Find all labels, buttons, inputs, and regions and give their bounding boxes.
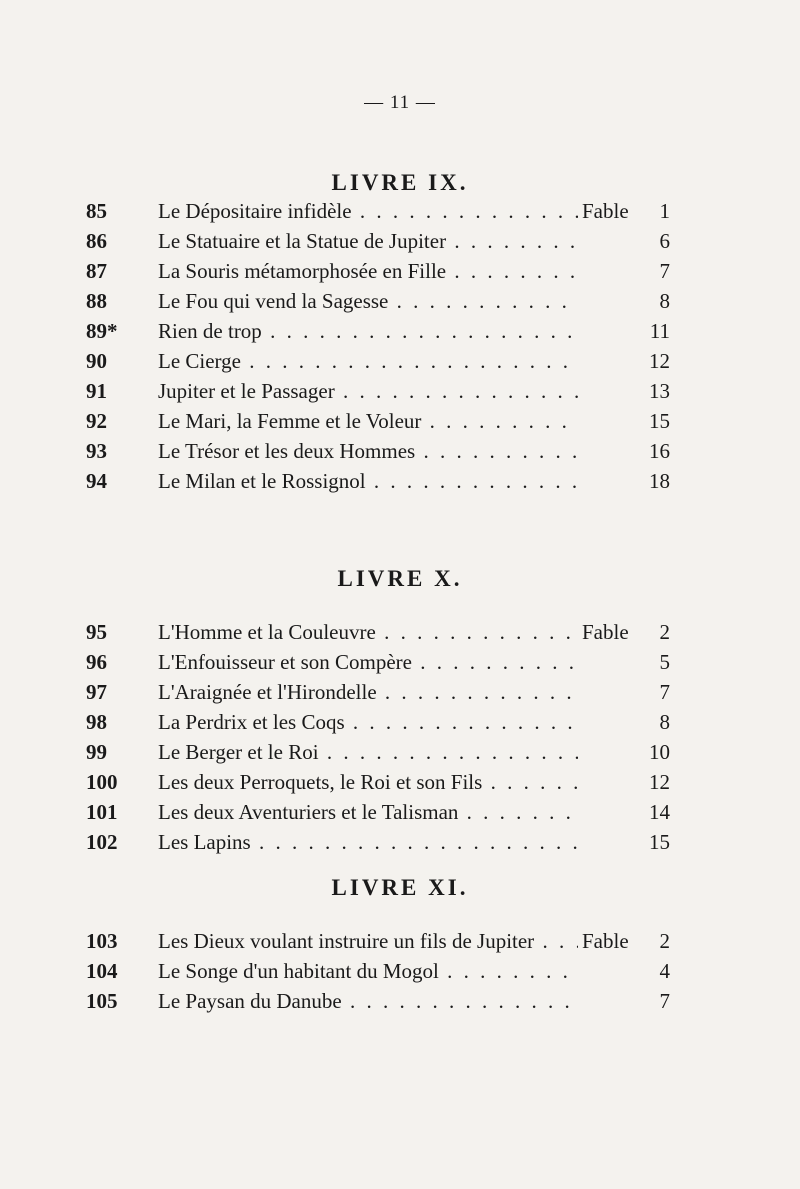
list-item — [0, 707, 800, 737]
fable-title: Jupiter et le Passager . . . — [158, 376, 578, 406]
fable-label: Fable — [582, 199, 629, 223]
fable-label: Fable — [582, 929, 629, 953]
list-item — [0, 376, 800, 406]
fable-title: La Souris métamorphosée en Fille . . . — [158, 256, 578, 286]
list-item — [0, 737, 800, 767]
list-item — [0, 827, 800, 857]
fable-title: Le Trésor et les deux Hommes . . . — [158, 436, 578, 466]
fable-number: 97 — [86, 680, 107, 704]
fable-title: Le Statuaire et la Statue de Jupiter . . . — [158, 226, 578, 256]
fable-number: 104 — [86, 959, 118, 983]
fable-number: 102 — [86, 830, 118, 854]
list-item — [0, 466, 800, 496]
fable-title: Les deux Perroquets, le Roi et son Fils . . . — [158, 767, 578, 797]
page-ref: 7 — [659, 680, 670, 704]
fable-title: Le Dépositaire infidèle . . . — [158, 196, 578, 226]
section-title: LIVRE XI. — [331, 875, 469, 900]
list-item — [0, 986, 800, 1016]
fable-title: L'Enfouisseur et son Compère . . . — [158, 647, 578, 677]
fable-title: Les Lapins . . . — [158, 827, 578, 857]
page-ref: 11 — [649, 319, 670, 343]
fable-number: 94 — [86, 469, 107, 493]
list-item — [0, 436, 800, 466]
fable-number: 87 — [86, 259, 107, 283]
fable-number: 85 — [86, 199, 107, 223]
page-ref: 13 — [649, 379, 670, 403]
page-ref: 12 — [649, 770, 670, 794]
list-item — [0, 617, 800, 647]
section-title: LIVRE IX. — [331, 170, 469, 195]
fable-number: 99 — [86, 740, 107, 764]
fable-title: La Perdrix et les Coqs . . . — [158, 707, 578, 737]
page-ref: 6 — [659, 229, 670, 253]
page-ref: 8 — [659, 710, 670, 734]
list-item — [0, 406, 800, 436]
page-ref: 15 — [649, 409, 670, 433]
list-item — [0, 647, 800, 677]
fable-title: Rien de trop . . . — [158, 316, 578, 346]
page-number: — 11 — — [364, 92, 436, 113]
fable-number: 98 — [86, 710, 107, 734]
list-item — [0, 926, 800, 956]
section-title: LIVRE X. — [337, 566, 463, 591]
list-item — [0, 256, 800, 286]
fable-number: 103 — [86, 929, 118, 953]
page-ref: 14 — [649, 800, 670, 824]
fable-number: 89* — [86, 319, 118, 343]
list-item — [0, 797, 800, 827]
fable-number: 90 — [86, 349, 107, 373]
list-item — [0, 316, 800, 346]
list-item — [0, 286, 800, 316]
fable-title: Le Songe d'un habitant du Mogol . . . — [158, 956, 578, 986]
fable-number: 93 — [86, 439, 107, 463]
fable-number: 95 — [86, 620, 107, 644]
page-ref: 7 — [659, 259, 670, 283]
list-item — [0, 677, 800, 707]
fable-number: 100 — [86, 770, 118, 794]
list-item — [0, 346, 800, 376]
fable-number: 101 — [86, 800, 118, 824]
fable-number: 88 — [86, 289, 107, 313]
fable-title: Le Cierge . . . — [158, 346, 578, 376]
fable-title: Les deux Aventuriers et le Talisman . . . — [158, 797, 578, 827]
page-ref: 18 — [649, 469, 670, 493]
page-ref: 15 — [649, 830, 670, 854]
fable-number: 91 — [86, 379, 107, 403]
page-ref: 7 — [659, 989, 670, 1013]
list-item — [0, 196, 800, 226]
fable-title: L'Homme et la Couleuvre . . . — [158, 617, 578, 647]
page-ref: 16 — [649, 439, 670, 463]
entry-list — [0, 617, 800, 857]
page-ref: 2 — [659, 620, 670, 644]
fable-number: 86 — [86, 229, 107, 253]
list-item — [0, 226, 800, 256]
page-ref: 2 — [659, 929, 670, 953]
list-item — [0, 767, 800, 797]
fable-number: 96 — [86, 650, 107, 674]
fable-title: Le Mari, la Femme et le Voleur . . . — [158, 406, 578, 436]
page-ref: 1 — [659, 199, 670, 223]
fable-title: Le Fou qui vend la Sagesse . . . — [158, 286, 578, 316]
entry-list — [0, 196, 800, 496]
fable-number: 105 — [86, 989, 118, 1013]
page-ref: 8 — [659, 289, 670, 313]
page-ref: 5 — [659, 650, 670, 674]
fable-title: Le Paysan du Danube . . . — [158, 986, 578, 1016]
fable-title: Le Berger et le Roi . . . — [158, 737, 578, 767]
page-ref: 4 — [659, 959, 670, 983]
fable-label: Fable — [582, 620, 629, 644]
entry-list — [0, 926, 800, 1016]
fable-title: Les Dieux voulant instruire un fils de Jupiter . . . — [158, 926, 578, 956]
page-ref: 10 — [649, 740, 670, 764]
page-ref: 12 — [649, 349, 670, 373]
fable-title: L'Araignée et l'Hirondelle . . . — [158, 677, 578, 707]
fable-number: 92 — [86, 409, 107, 433]
fable-title: Le Milan et le Rossignol . . . — [158, 466, 578, 496]
list-item — [0, 956, 800, 986]
